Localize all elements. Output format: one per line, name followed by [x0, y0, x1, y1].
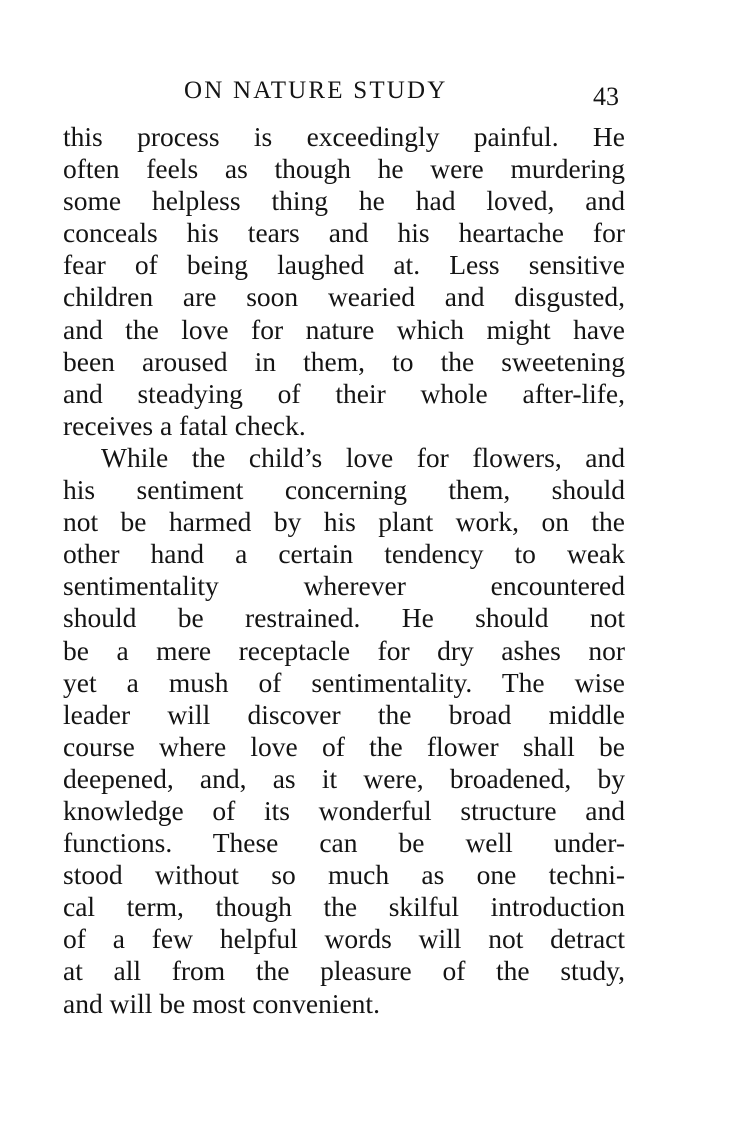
paragraph-end-line: receives a fatal check. [63, 409, 306, 441]
page-number: 43 [593, 82, 619, 111]
text-line: cal term, though the skilful introduction [63, 891, 625, 923]
text-line: of a few helpful words will not detract [63, 923, 625, 955]
text-line: functions. These can be well under- [63, 827, 625, 859]
text-line: sentimentality wherever encountered [63, 570, 625, 602]
running-head: ON NATURE STUDY [184, 77, 448, 104]
text-line: at all from the pleasure of the study, [63, 955, 625, 987]
text-line: be a mere receptacle for dry ashes nor [63, 634, 625, 666]
text-line: some helpless thing he had loved, and [63, 185, 625, 217]
text-line: this process is exceedingly painful. He [63, 121, 625, 152]
text-line: his sentiment concerning them, should [63, 474, 625, 506]
text-line: stood without so much as one techni- [63, 859, 625, 891]
text-line: should be restrained. He should not [63, 602, 625, 634]
text-line: leader will discover the broad middle [63, 698, 625, 730]
text-line: and steadying of their whole after-life, [63, 377, 625, 409]
paragraph-start-line: While the child’s love for flowers, and [101, 441, 625, 473]
paragraph-end-line: and will be most convenient. [63, 987, 380, 1019]
text-line: other hand a certain tendency to weak [63, 538, 625, 570]
text-line: fear of being laughed at. Less sensitive [63, 249, 625, 281]
text-line: yet a mush of sentimentality. The wise [63, 666, 625, 698]
text-line: conceals his tears and his heartache for [63, 217, 625, 249]
text-line: been aroused in them, to the sweetening [63, 345, 625, 377]
text-line: course where love of the flower shall be [63, 730, 625, 762]
text-line: often feels as though he were murdering [63, 153, 625, 185]
text-line: children are soon wearied and disgusted, [63, 281, 625, 313]
text-line: deepened, and, as it were, broadened, by [63, 762, 625, 794]
body-text [63, 121, 625, 1020]
text-line: and the love for nature which might have [63, 313, 625, 345]
text-line: knowledge of its wonderful structure and [63, 794, 625, 826]
text-line: not be harmed by his plant work, on the [63, 506, 625, 538]
